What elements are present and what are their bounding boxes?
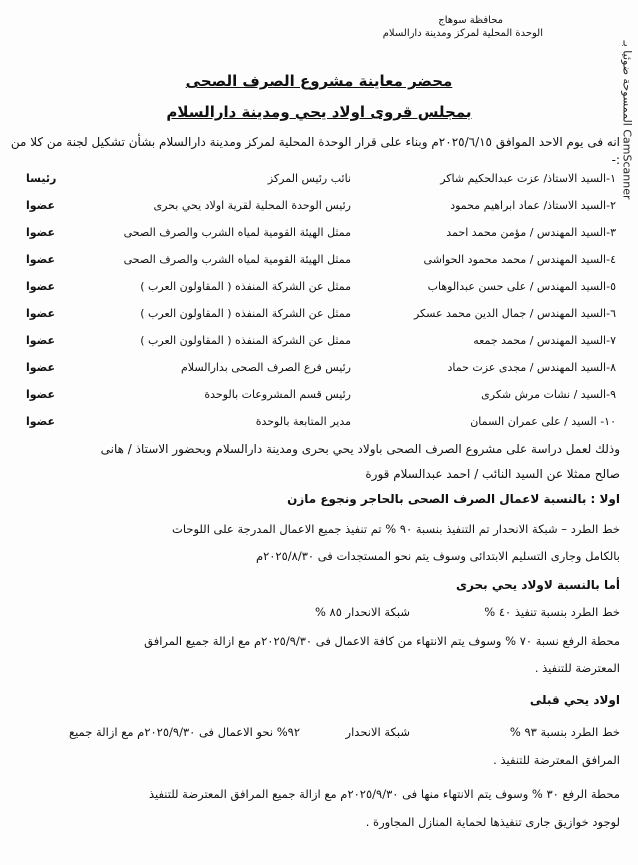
member-status: عضوا [26,280,56,293]
document-subtitle: بمجلس قروى اولاد يحي ومدينة دارالسلام [166,103,472,121]
document-title: محضر معاينة مشروع الصرف الصحى [185,72,453,90]
unit-label: الوحدة المحلية لمركز ومدينة دارالسلام [382,28,543,39]
committee-member-10 [16,415,616,435]
member-name: ٣-السيد المهندس / مؤمن محمد احمد [446,226,616,239]
member-status: عضوا [26,199,56,212]
committee-member-8 [16,361,616,381]
member-name: ١٠- السيد / على عمران السمان [470,415,616,428]
committee-member-4 [16,253,616,273]
committee-member-7 [16,334,616,354]
committee-member-6 [16,307,616,327]
section-3-line-4: لوجود خوازيق جارى تنفيذها لحماية المنازل المجاورة . [365,815,620,829]
section-3-network-value: ٩٢% نحو الاعمال فى ٢٠٢٥/٩/٣٠م مع ازالة جميع [68,725,300,739]
section-1-line-1: خط الطرد – شبكة الانحدار تم التنفيذ بنسبة ٩٠ % تم تنفيذ جميع الاعمال المدرجة على اللوحات [172,522,620,536]
section-3-network: شبكة الانحدار [345,725,410,739]
member-name: ٢-السيد الاستاذ/ عماد ابراهيم محمود [450,199,616,212]
member-name: ٨-السيد المهندس / مجدى عزت حماد [447,361,616,374]
member-role: ممثل عن الشركة المنفذه ( المقاولون العرب ) [140,334,351,347]
member-status: عضوا [26,388,56,401]
section-2-heading: أما بالنسبة لاولاد يحي بحرى [456,578,620,592]
section-3-discharge: خط الطرد بنسبة ٩٣ % [509,725,620,739]
member-role: ممثل عن الشركة المنفذه ( المقاولون العرب ) [140,307,351,320]
member-name: ٤-السيد المهندس / محمد محمود الحواشى [423,253,616,266]
member-role: رئيس فرع الصرف الصحى بدارالسلام [180,361,351,374]
section-1-heading: اولا : بالنسبة لاعمال الصرف الصحى بالحاجر ونجوع مازن [287,492,620,506]
letterhead [343,14,543,40]
member-status: عضوا [26,253,56,266]
committee-member-2 [16,199,616,219]
committee-member-9 [16,388,616,408]
member-name: ٧-السيد المهندس / محمد جمعه [473,334,616,347]
member-name: ٥-السيد المهندس / على حسن عبدالوهاب [427,280,616,293]
section-2-line-3: المعترضة للتنفيذ . [534,661,620,675]
member-status: عضوا [26,415,56,428]
member-status: عضوا [26,307,56,320]
purpose-line-1: وذلك لعمل دراسة على مشروع الصرف الصحى باولاد يحي بحرى ومدينة دارالسلام وبحضور الاستاذ / هانى [100,442,620,456]
member-name: ١-السيد الاستاذ/ عزت عبدالحكيم شاكر [440,172,616,185]
member-status: عضوا [26,226,56,239]
section-1-line-2: بالكامل وجارى التسليم الابتدائى وسوف يتم نحو المستجدات فى ٢٠٢٥/٨/٣٠م [255,549,620,563]
section-3-line-2: المرافق المعترضة للتنفيذ . [493,753,620,767]
committee-member-1 [16,172,616,192]
section-2-network: شبكة الانحدار ٨٥ % [314,605,410,619]
member-role: رئيس الوحدة المحلية لقرية اولاد يحي بحرى [153,199,351,212]
section-3-heading: اولاد يحي قبلى [529,693,620,707]
member-role: ممثل الهيئة القومية لمياه الشرب والصرف الصحى [123,226,351,239]
member-role: ممثل الهيئة القومية لمياه الشرب والصرف الصحى [123,253,351,266]
intro-paragraph: انه فى يوم الاحد الموافق ٢٠٢٥/٦/١٥م وبناء على قرار الوحدة المحلية لمركز ومدينة دارالسلام بشأن تشكيل لجنة من كلا من :- [10,135,620,167]
member-name: ٦-السيد المهندس / جمال الدين محمد عسكر [413,307,616,320]
member-status: عضوا [26,334,56,347]
section-3-line-3: محطة الرفع ٣٠ % وسوف يتم الانتهاء منها فى ٢٠٢٥/٩/٣٠م مع ازالة جميع المرافق المعترضة للتنفيذ [148,787,620,801]
purpose-line-2: صالح ممثلا عن السيد النائب / احمد عبدالسلام قورة [365,467,620,481]
member-role: نائب رئيس المركز [267,172,351,185]
section-2-discharge: خط الطرد بنسبة تنفيذ ٤٠ % [484,605,620,619]
section-2-line-2: محطة الرفع نسبة ٧٠ % وسوف يتم الانتهاء من كافة الاعمال فى ٢٠٢٥/٩/٣٠م مع ازالة جميع المرافق [144,634,620,648]
scanner-watermark-text: CamScanner الممسوحة ضوئيا بـ [620,40,634,200]
member-role: مدير المتابعة بالوحدة [255,415,351,428]
member-status: عضوا [26,361,56,374]
governorate-label: محافظة سوهاج [438,15,503,26]
committee-member-3 [16,226,616,246]
committee-member-5 [16,280,616,300]
member-name: ٩-السيد / نشات مرش شكرى [481,388,616,401]
member-role: ممثل عن الشركة المنفذه ( المقاولون العرب ) [140,280,351,293]
member-status: رئيسا [26,172,57,185]
member-role: رئيس قسم المشروعات بالوحدة [204,388,351,401]
